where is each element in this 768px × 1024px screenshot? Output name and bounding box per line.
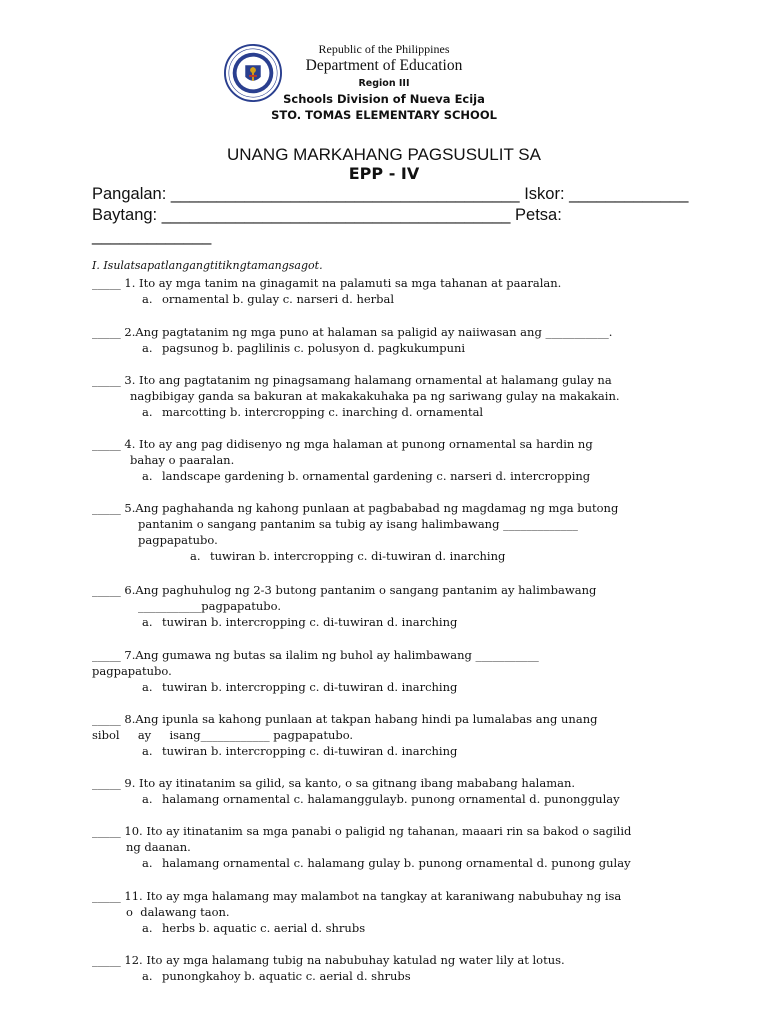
question-text-cont: nagbibigay ganda sa bakuran at makakakuhaka pa ng sariwang gulay na makakain. — [130, 389, 620, 403]
header-department: Department of Education — [305, 57, 463, 74]
question-text: _____ 12. Ito ay mga halamang tubig na nabubuhay katulad ng water lily at lotus. — [92, 953, 565, 967]
question-item — [92, 582, 692, 630]
question-item — [92, 647, 692, 695]
question-choices — [92, 920, 692, 936]
choice-text: pagsunog b. paglilinis c. polusyon d. pagkukumpuni — [162, 341, 466, 355]
question-item — [92, 823, 692, 871]
question-text: _____ 7.Ang gumawa ng butas sa ilalim ng buhol ay halimbawang ___________ — [92, 648, 539, 662]
choice-label: a. — [142, 744, 153, 758]
header-division: Schools Division of Nueva Ecija — [283, 92, 485, 106]
choice-label: a. — [142, 341, 153, 355]
choice-text: tuwiran b. intercropping c. di-tuwiran d. inarching — [162, 615, 458, 629]
question-choices — [92, 340, 692, 356]
question-choices — [92, 404, 692, 420]
choice-text: tuwiran b. intercropping c. di-tuwiran d. inarching — [210, 549, 506, 563]
question-text-cont: ___________pagpapatubo. — [138, 599, 282, 613]
grade-date-field: Baytang: ______________________________________ Petsa: — [92, 206, 562, 224]
question-item — [92, 775, 692, 807]
question-item — [92, 436, 692, 484]
question-choices — [92, 743, 692, 759]
exam-title: UNANG MARKAHANG PAGSUSULIT SA — [227, 145, 541, 164]
question-text-cont: sibol ay isang____________ pagpapatubo. — [92, 728, 354, 742]
question-choices — [92, 791, 692, 807]
question-choices — [92, 291, 692, 307]
date-blank: _____________ — [92, 227, 212, 245]
choice-text: punongkahoy b. aquatic c. aerial d. shrubs — [162, 969, 411, 983]
question-item — [92, 952, 692, 984]
question-item — [92, 372, 692, 420]
question-text: _____ 11. Ito ay mga halamang may malambot na tangkay at karaniwang nabubuhay ng isa — [92, 889, 622, 903]
choice-text: tuwiran b. intercropping c. di-tuwiran d. inarching — [162, 680, 458, 694]
choice-text: ornamental b. gulay c. narseri d. herbal — [162, 292, 395, 306]
question-choices — [92, 968, 692, 984]
question-text: _____ 3. Ito ang pagtatanim ng pinagsamang halamang ornamental at halamang gulay na — [92, 373, 612, 387]
question-item — [92, 711, 692, 759]
question-choices — [92, 468, 692, 484]
question-text-cont: o dalawang taon. — [126, 905, 230, 919]
choice-label: a. — [142, 680, 153, 694]
choice-label: a. — [142, 405, 153, 419]
question-text-cont: pagpapatubo. — [92, 664, 172, 678]
question-item — [92, 888, 692, 936]
question-text-cont: bahay o paaralan. — [130, 453, 235, 467]
choice-label: a. — [142, 856, 153, 870]
question-text: _____ 8.Ang ipunla sa kahong punlaan at takpan habang hindi pa lumalabas ang unang — [92, 712, 598, 726]
choice-label: a. — [142, 469, 153, 483]
instruction: I. Isulatsapatlangangtitikngtamangsagot. — [92, 259, 323, 272]
choice-text: tuwiran b. intercropping c. di-tuwiran d. inarching — [162, 744, 458, 758]
choice-label: a. — [190, 549, 201, 563]
question-text: _____ 5.Ang paghahanda ng kahong punlaan at pagbababad ng magdamag ng mga butong — [92, 501, 619, 515]
choice-text: marcotting b. intercropping c. inarching d. ornamental — [162, 405, 484, 419]
choice-label: a. — [142, 792, 153, 806]
question-text: _____ 10. Ito ay itinatanim sa mga panabi o paligid ng tahanan, maaari rin sa bakod o sagilid — [92, 824, 632, 838]
question-text: _____ 2.Ang pagtatanim ng mga puno at halaman sa paligid ay naiiwasan ang ___________. — [92, 325, 613, 339]
question-text: _____ 4. Ito ay ang pag didisenyo ng mga halaman at punong ornamental sa hardin ng — [92, 437, 593, 451]
exam-subject: EPP - IV — [348, 164, 420, 183]
choice-label: a. — [142, 615, 153, 629]
choice-label: a. — [142, 969, 153, 983]
choice-text: halamang ornamental c. halamang gulay b. punong ornamental d. punong gulay — [162, 856, 631, 870]
question-text-cont: pagpapatubo. — [138, 533, 218, 547]
choice-label: a. — [142, 921, 153, 935]
question-text-cont: ng daanan. — [126, 840, 191, 854]
choice-text: landscape gardening b. ornamental gardening c. narseri d. intercropping — [162, 469, 591, 483]
question-text-cont: pantanim o sangang pantanim sa tubig ay isang halimbawang _____________ — [138, 517, 578, 531]
choice-label: a. — [142, 292, 153, 306]
header-republic: Republic of the Philippines — [318, 42, 450, 56]
header-school: STO. TOMAS ELEMENTARY SCHOOL — [271, 108, 497, 122]
question-item — [92, 324, 692, 356]
question-text: _____ 1. Ito ay mga tanim na ginagamit na palamuti sa mga tahanan at paaralan. — [92, 276, 562, 290]
choice-text: herbs b. aquatic c. aerial d. shrubs — [162, 921, 366, 935]
question-choices — [92, 548, 692, 564]
choice-text: halamang ornamental c. halamanggulayb. punong ornamental d. punonggulay — [162, 792, 620, 806]
question-choices — [92, 855, 692, 871]
question-choices — [92, 614, 692, 630]
question-text: _____ 6.Ang paghuhulog ng 2-3 butong pantanim o sangang pantanim ay halimbawang — [92, 583, 597, 597]
question-choices — [92, 679, 692, 695]
question-item — [92, 275, 692, 307]
header-region: Region III — [358, 78, 410, 89]
question-text: _____ 9. Ito ay itinatanim sa gilid, sa kanto, o sa gitnang ibang mababang halaman. — [92, 776, 576, 790]
name-score-field: Pangalan: ______________________________________ Iskor: _____________ — [92, 185, 689, 203]
question-item — [92, 500, 692, 564]
